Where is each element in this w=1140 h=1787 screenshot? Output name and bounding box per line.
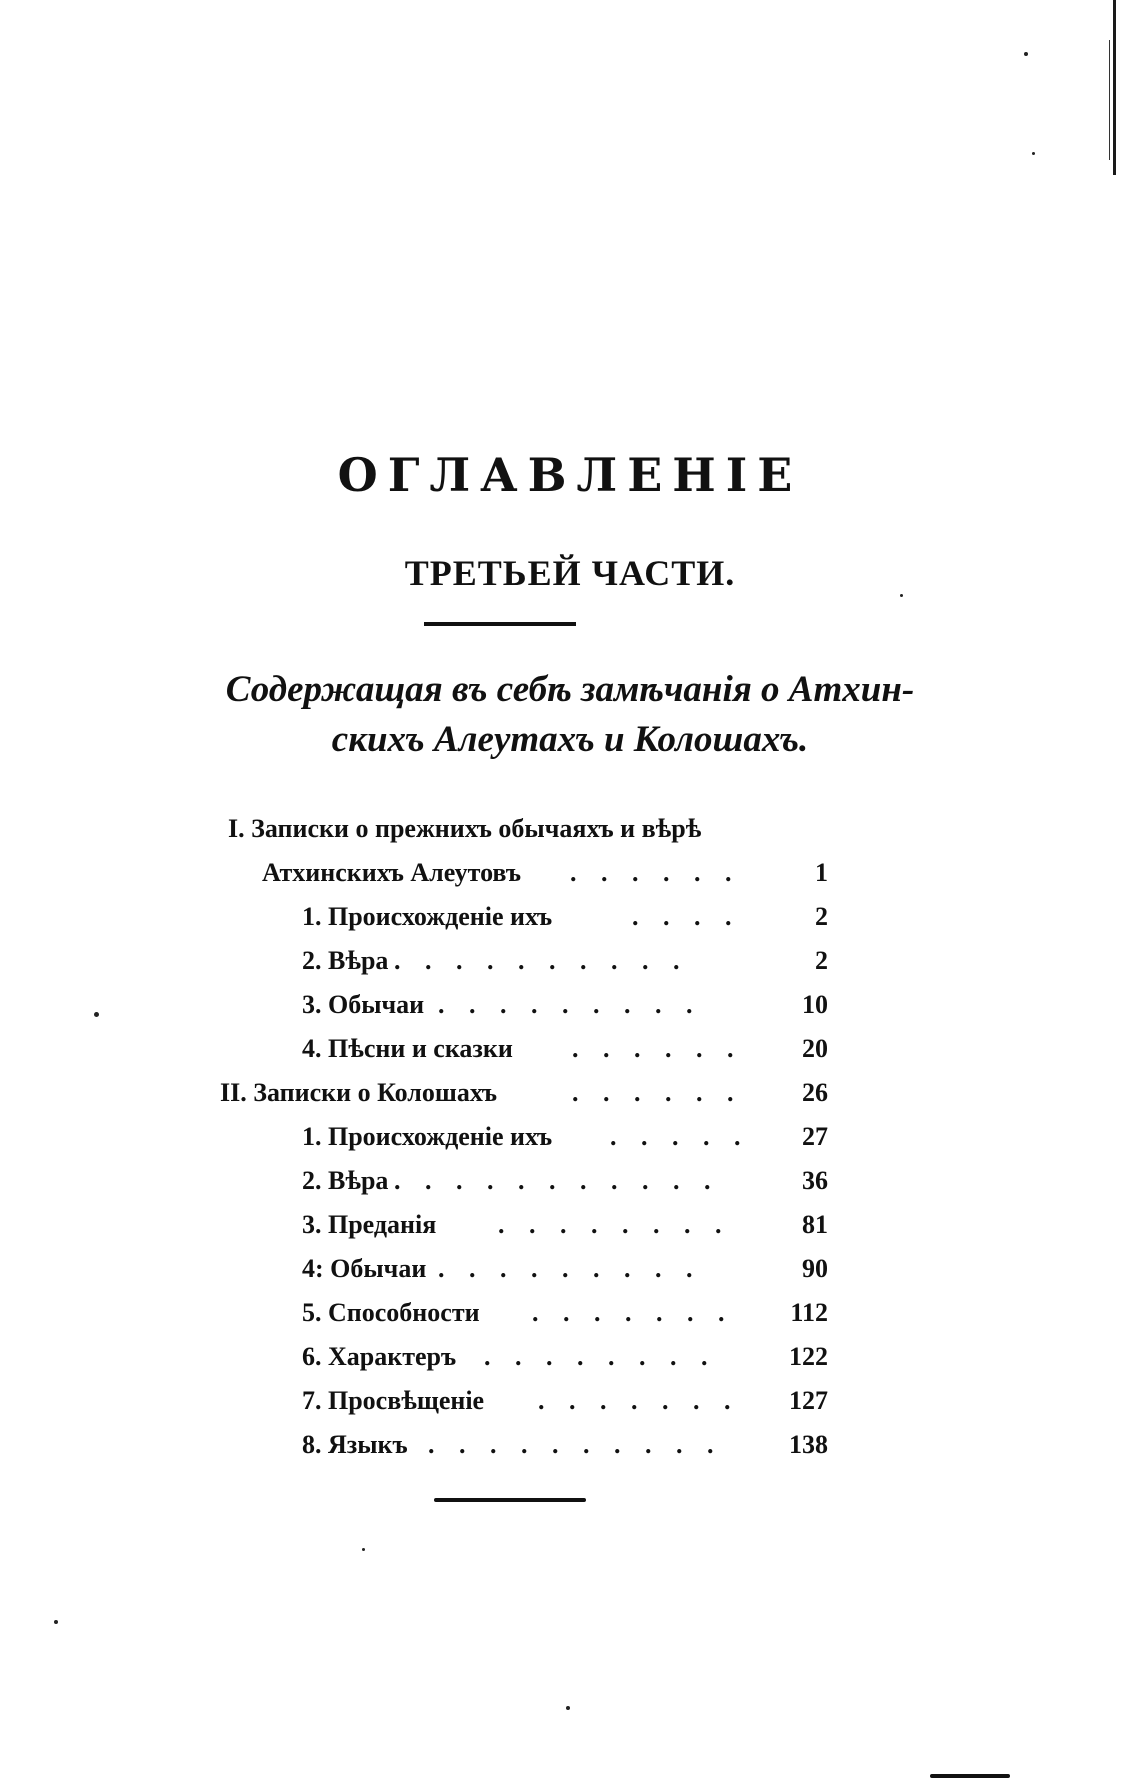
toc-leader-dots: . . . . [632,902,741,931]
toc-entry-label: 3. Обычаи [302,990,425,1019]
toc-leader-dots: . . . . . . . . . . . [394,1166,720,1195]
toc-entry [302,1120,828,1154]
toc-entry [302,1428,828,1462]
toc-entry [302,1384,828,1418]
toc-entry-label: 6. Характеръ [302,1342,457,1371]
toc-entry-label: 1. Происхожденiе ихъ [302,1122,553,1151]
page-subtitle: ТРЕТЬЕЙ ЧАСТИ. [404,553,736,593]
divider-bottom [434,1498,586,1502]
toc-leader-dots: . . . . . . . . . [438,1254,702,1283]
toc-entry-label: 4: Обычаи [302,1254,427,1283]
toc-entry-label: 5. Способности [302,1298,480,1327]
toc-entry-label: 2. Вѣра [302,1166,389,1195]
toc-entry [302,988,828,1022]
toc-entry [302,1208,828,1242]
toc-entry [302,1032,828,1066]
toc-section-2-label: II. Записки о Колошахъ [220,1078,497,1107]
toc-leader-dots: . . . . . . [572,1078,743,1107]
scan-speck [566,1706,570,1710]
toc-page-number: 112 [790,1298,828,1327]
scan-speck [900,594,903,597]
toc-page-number: 10 [802,990,828,1019]
toc-leader-dots: . . . . . . [572,1034,743,1063]
toc-page-number: 1 [815,858,828,887]
toc-leader-dots: . . . . . [610,1122,750,1151]
toc-entry-label: 8. Языкъ [302,1430,408,1459]
toc-entry-label: 2. Вѣра [302,946,389,975]
toc-page-number: 27 [802,1122,828,1151]
toc-entry-label: 1. Происхожденiе ихъ [302,902,553,931]
toc-entry [302,1164,828,1198]
scan-speck [54,1620,58,1624]
toc-entry [302,1252,828,1286]
toc-leader-dots: . . . . . . . . . [438,990,702,1019]
toc-leader-dots: . . . . . . [570,858,741,887]
toc-page-number: 138 [789,1430,828,1459]
toc-leader-dots: . . . . . . . . [484,1342,717,1371]
toc-page-number: 26 [802,1078,828,1107]
divider-corner [930,1774,1010,1778]
divider-top [424,622,576,626]
scan-speck [1024,52,1028,56]
toc-leader-dots: . . . . . . . . . . [394,946,689,975]
page-edge-line [1113,0,1116,175]
toc-page-number: 90 [802,1254,828,1283]
toc-entry [302,1340,828,1374]
toc-leader-dots: . . . . . . . [538,1386,740,1415]
toc-entry-label: 7. Просвѣщенiе [302,1386,485,1415]
toc-entry [302,900,828,934]
toc-leader-dots: . . . . . . . [532,1298,734,1327]
page-edge-line-thin [1109,40,1110,160]
toc-page-number: 36 [802,1166,828,1195]
page-title: ОГЛАВЛЕНIЕ [337,448,803,502]
toc-section-1-heading [228,812,788,846]
toc-entry [302,1296,828,1330]
toc-leader-dots: . . . . . . . . . . [428,1430,723,1459]
scan-speck [94,1012,99,1017]
toc-entry [302,944,828,978]
toc-page-number: 127 [789,1386,828,1415]
toc-entry-label: 4. Пѣсни и сказки [302,1034,513,1063]
toc-section-1-label-cont: Атхинскихъ Алеутовъ [262,858,521,887]
toc-page-number: 20 [802,1034,828,1063]
scan-speck [1032,152,1035,155]
description-line-1: Содержащая въ себѣ замѣчанiя о Атхин- [225,669,915,710]
toc-section-2-heading [220,1076,828,1110]
scan-speck [362,1548,365,1551]
toc-page-number: 122 [789,1342,828,1371]
toc-page-number: 81 [802,1210,828,1239]
description-line-2: скихъ Алеутахъ и Колошахъ. [331,719,809,760]
toc-page-number: 2 [815,946,828,975]
toc-entry-label: 3. Преданiя [302,1210,437,1239]
toc-section-1-label: I. Записки о прежнихъ обычаяхъ и вѣрѣ [228,814,702,843]
toc-section-1-heading-cont [262,856,828,890]
toc-leader-dots: . . . . . . . . [498,1210,731,1239]
toc-page-number: 2 [815,902,828,931]
